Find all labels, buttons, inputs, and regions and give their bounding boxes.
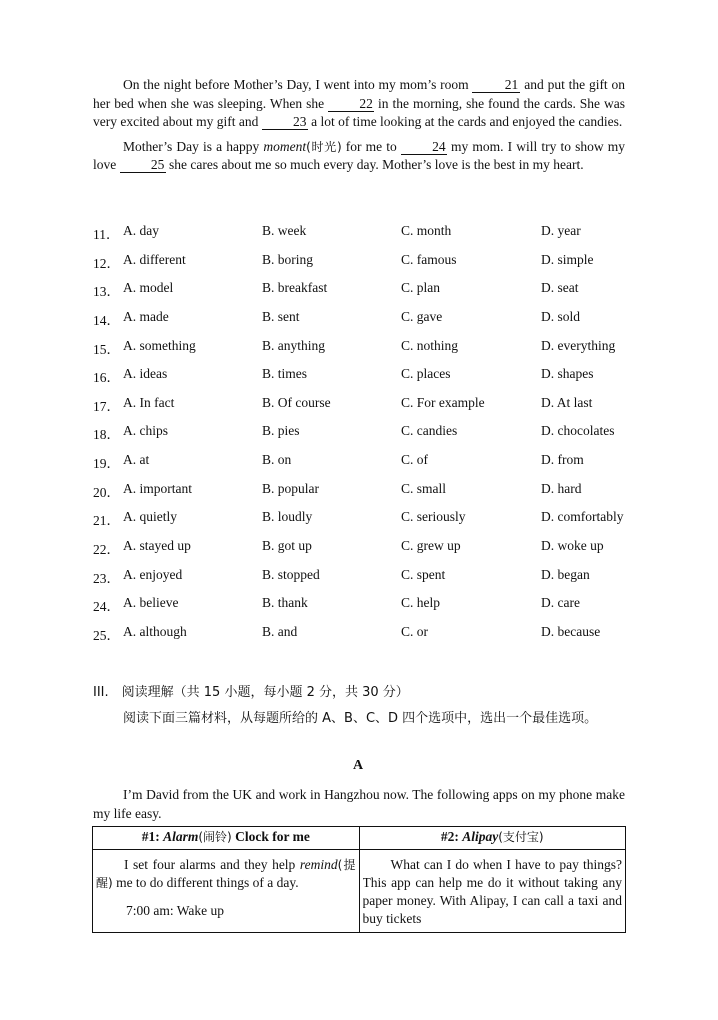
option-d: D. from [541, 452, 584, 468]
app1-body-cell [93, 850, 360, 933]
option-c: C. gave [401, 308, 443, 324]
question-row [93, 538, 653, 567]
option-a: A. chips [123, 423, 168, 439]
option-a: A. ideas [123, 366, 168, 382]
question-row [93, 309, 653, 338]
question-number: 12． [93, 255, 120, 271]
option-c: C. famous [401, 251, 457, 267]
option-d: D. simple [541, 251, 594, 267]
blank-23: 23 [262, 115, 308, 130]
app-word-remind: remind [299, 857, 338, 872]
option-d: D. year [541, 223, 581, 238]
option-a: A. although [123, 623, 187, 639]
question-number: 24． [93, 599, 120, 615]
option-d: D. everything [541, 337, 616, 353]
option-c: C. plan [401, 280, 440, 296]
option-c: C. or [401, 623, 428, 639]
question-row [93, 452, 653, 481]
question-number: 16． [93, 370, 120, 386]
blank-21: 21 [472, 78, 520, 93]
option-b: B. breakfast [262, 280, 328, 296]
option-a: A. believe [123, 595, 179, 611]
blank-22: 22 [328, 97, 374, 112]
question-row [93, 509, 653, 538]
app2-body-cell [359, 850, 626, 933]
option-b: B. Of course [262, 394, 331, 410]
option-a: A. at [123, 452, 150, 468]
app-number: #1: [141, 829, 164, 844]
option-d: D. At last [541, 394, 593, 410]
question-number: 25． [93, 627, 120, 643]
option-b: B. got up [262, 538, 312, 554]
option-a: A. day [123, 223, 159, 238]
option-d: D. woke up [541, 538, 604, 554]
option-c: C. For example [401, 394, 485, 410]
question-row [93, 366, 653, 395]
app-text: I set four alarms and they help [124, 857, 300, 872]
question-row [93, 481, 653, 510]
passage-paragraph-2 [93, 138, 625, 175]
option-c: C. seriously [401, 509, 466, 525]
option-d: D. shapes [541, 366, 594, 382]
option-c: C. spent [401, 566, 446, 582]
app-number: #2: [440, 829, 463, 844]
option-b: B. pies [262, 423, 300, 439]
option-c: C. nothing [401, 337, 459, 353]
option-c: C. grew up [401, 538, 461, 554]
part-intro: I’m David from the UK and work in Hangzhou now. The following apps on my phone make my life easy. [93, 787, 625, 821]
option-a: A. something [123, 337, 196, 353]
app1-description [96, 856, 356, 892]
question-number: 15． [93, 341, 120, 357]
passage-paragraph-1 [93, 76, 625, 132]
passage-text: for me to [341, 138, 401, 154]
option-c: C. of [401, 452, 428, 468]
option-d: D. sold [541, 308, 581, 324]
passage-text: she cares about me so much every day. Mother’s love is the best in my heart. [165, 157, 584, 172]
question-row [93, 595, 653, 624]
option-b: B. anything [262, 337, 325, 353]
option-b: B. on [262, 452, 292, 468]
option-b: B. popular [262, 480, 319, 496]
option-a: A. model [123, 280, 174, 296]
option-d: D. hard [541, 480, 582, 496]
option-a: A. stayed up [123, 538, 191, 554]
cloze-passage [93, 76, 625, 175]
question-number: 17． [93, 398, 120, 414]
chinese-gloss: (时光) [306, 139, 342, 154]
option-b: B. and [262, 623, 298, 639]
question-number: 13． [93, 284, 120, 300]
option-b: B. loudly [262, 509, 313, 525]
option-b: B. stopped [262, 566, 320, 582]
app-name: Alipay [462, 829, 499, 844]
blank-25: 25 [120, 158, 166, 173]
app1-title [93, 827, 360, 850]
option-a: A. enjoyed [123, 566, 183, 582]
question-row [93, 423, 653, 452]
option-d: D. care [541, 595, 580, 611]
question-row [93, 280, 653, 309]
app-text: me to do different things of a day. [112, 875, 299, 890]
chinese-gloss: (提醒) [96, 858, 356, 890]
chinese-gloss: (支付宝) [498, 830, 544, 844]
option-b: B. sent [262, 308, 300, 324]
app2-description: What can I do when I have to pay things? This app can help me do it without taking any paper money. With Alipay, I can call a taxi and buy tickets [362, 857, 622, 926]
passage-text: On the night before Mother’s Day, I went into my mom’s room [123, 77, 473, 92]
option-a: A. quietly [123, 509, 177, 525]
part-label: A [353, 758, 364, 773]
app-name: Alarm [163, 829, 199, 844]
option-b: B. week [262, 223, 307, 238]
passage-text: and put the gift on her bed when she was sleeping. When she [93, 77, 625, 111]
option-a: A. made [123, 308, 169, 324]
option-d: D. because [541, 623, 601, 639]
option-c: C. small [401, 480, 447, 496]
passage-word-moment: moment [263, 138, 307, 154]
app-title-rest: Clock for me [231, 829, 310, 844]
question-number: 14． [93, 312, 120, 328]
blank-24: 24 [401, 140, 447, 155]
option-d: D. comfortably [541, 509, 624, 525]
question-row [93, 395, 653, 424]
question-row [93, 252, 653, 281]
passage-text: my mom. I will try to show my love [93, 138, 625, 172]
question-options-list [93, 223, 653, 653]
question-row [93, 567, 653, 596]
option-b: B. times [262, 366, 308, 382]
chinese-gloss: (闹铃) [198, 830, 232, 844]
app2-title [359, 827, 626, 850]
question-row [93, 338, 653, 367]
option-a: A. In fact [123, 394, 175, 410]
question-number: 21． [93, 513, 120, 529]
passage-text: Mother’s Day is a happy [123, 138, 264, 154]
question-number: 20． [93, 484, 120, 500]
option-a: A. different [123, 251, 186, 267]
question-number: 23． [93, 570, 120, 586]
option-d: D. seat [541, 280, 579, 296]
question-number: 22． [93, 542, 120, 558]
question-number: 18． [93, 427, 120, 443]
question-row [93, 223, 653, 252]
option-d: D. began [541, 566, 590, 582]
question-number: 11． [93, 227, 120, 242]
alarm-line: 7:00 am: Wake up [126, 903, 225, 918]
question-number: 19． [93, 456, 120, 472]
option-c: C. month [401, 223, 452, 238]
option-d: D. chocolates [541, 423, 615, 439]
option-c: C. places [401, 366, 451, 382]
option-b: B. boring [262, 251, 314, 267]
passage-text: a lot of time looking at the cards and enjoyed the candies. [307, 114, 623, 129]
option-b: B. thank [262, 595, 308, 611]
section-instructions: 阅读下面三篇材料，从每题所给的 A、B、C、D 四个选项中，选出一个最佳选项。 [123, 711, 598, 726]
option-a: A. important [123, 480, 192, 496]
option-c: C. candies [401, 423, 458, 439]
option-c: C. help [401, 595, 440, 611]
question-row [93, 624, 653, 653]
passage-text: in the morning, she found the cards. She was very excited about my gift and [93, 95, 626, 129]
section-heading: III. 阅读理解（共 15 小题，每小题 2 分，共 30 分） [93, 685, 409, 700]
apps-table [92, 826, 626, 933]
